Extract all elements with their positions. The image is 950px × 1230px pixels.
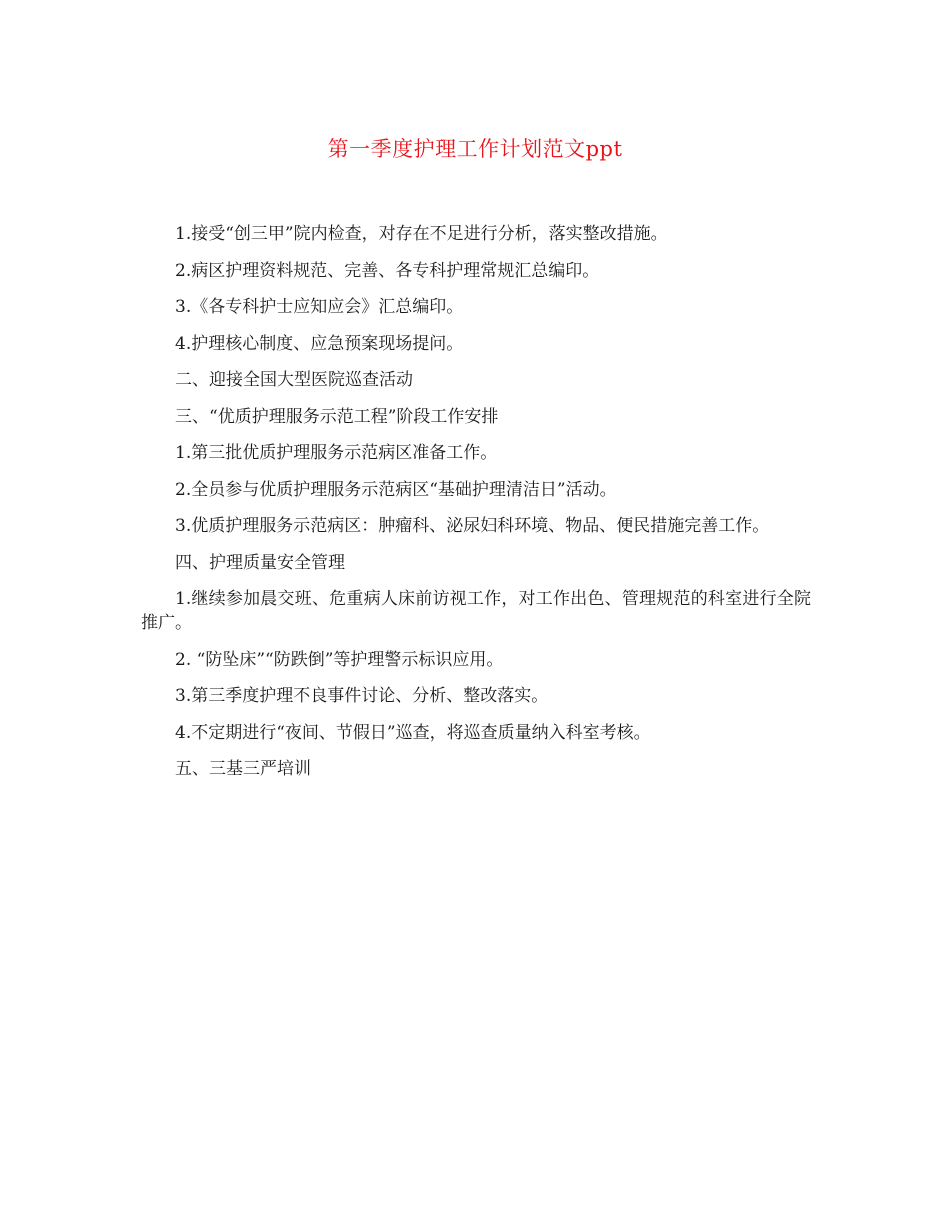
paragraph-5: 1.第三批优质护理服务示范病区准备工作。 <box>175 443 498 463</box>
section-heading-2: 二、迎接全国大型医院巡查活动 <box>175 370 413 390</box>
document-body <box>141 222 811 794</box>
section-heading-4: 四、护理质量安全管理 <box>175 552 345 573</box>
paragraph-10: 3.第三季度护理不良事件讨论、分析、整改落实。 <box>175 686 549 706</box>
paragraph-2: 2.病区护理资料规范、完善、各专科护理常规汇总编印。 <box>175 260 600 281</box>
document-title: 第一季度护理工作计划范文ppt <box>327 137 623 161</box>
paragraph-4: 4.护理核心制度、应急预案现场提问。 <box>175 333 464 354</box>
paragraph-7: 3.优质护理服务示范病区：肿瘤科、泌尿妇科环境、物品、便民措施完善工作。 <box>175 516 770 536</box>
paragraph-9: 2. “防坠床”“防跌倒”等护理警示标识应用。 <box>175 649 504 670</box>
paragraph-8: 1.继续参加晨交班、危重病人床前访视工作，对工作出色、管理规范的科室进行全院推广。 <box>141 589 811 633</box>
paragraph-11: 4.不定期进行“夜间、节假日”巡查，将巡查质量纳入科室考核。 <box>175 722 651 743</box>
paragraph-3: 3.《各专科护士应知应会》汇总编印。 <box>175 297 464 317</box>
paragraph-1: 1.接受“创三甲”院内检查，对存在不足进行分析，落实整改措施。 <box>175 224 668 244</box>
section-heading-3: 三、“优质护理服务示范工程”阶段工作安排 <box>175 406 499 427</box>
paragraph-6: 2.全员参与优质护理服务示范病区“基础护理清洁日”活动。 <box>175 479 617 500</box>
section-heading-5: 五、三基三严培训 <box>175 759 311 779</box>
